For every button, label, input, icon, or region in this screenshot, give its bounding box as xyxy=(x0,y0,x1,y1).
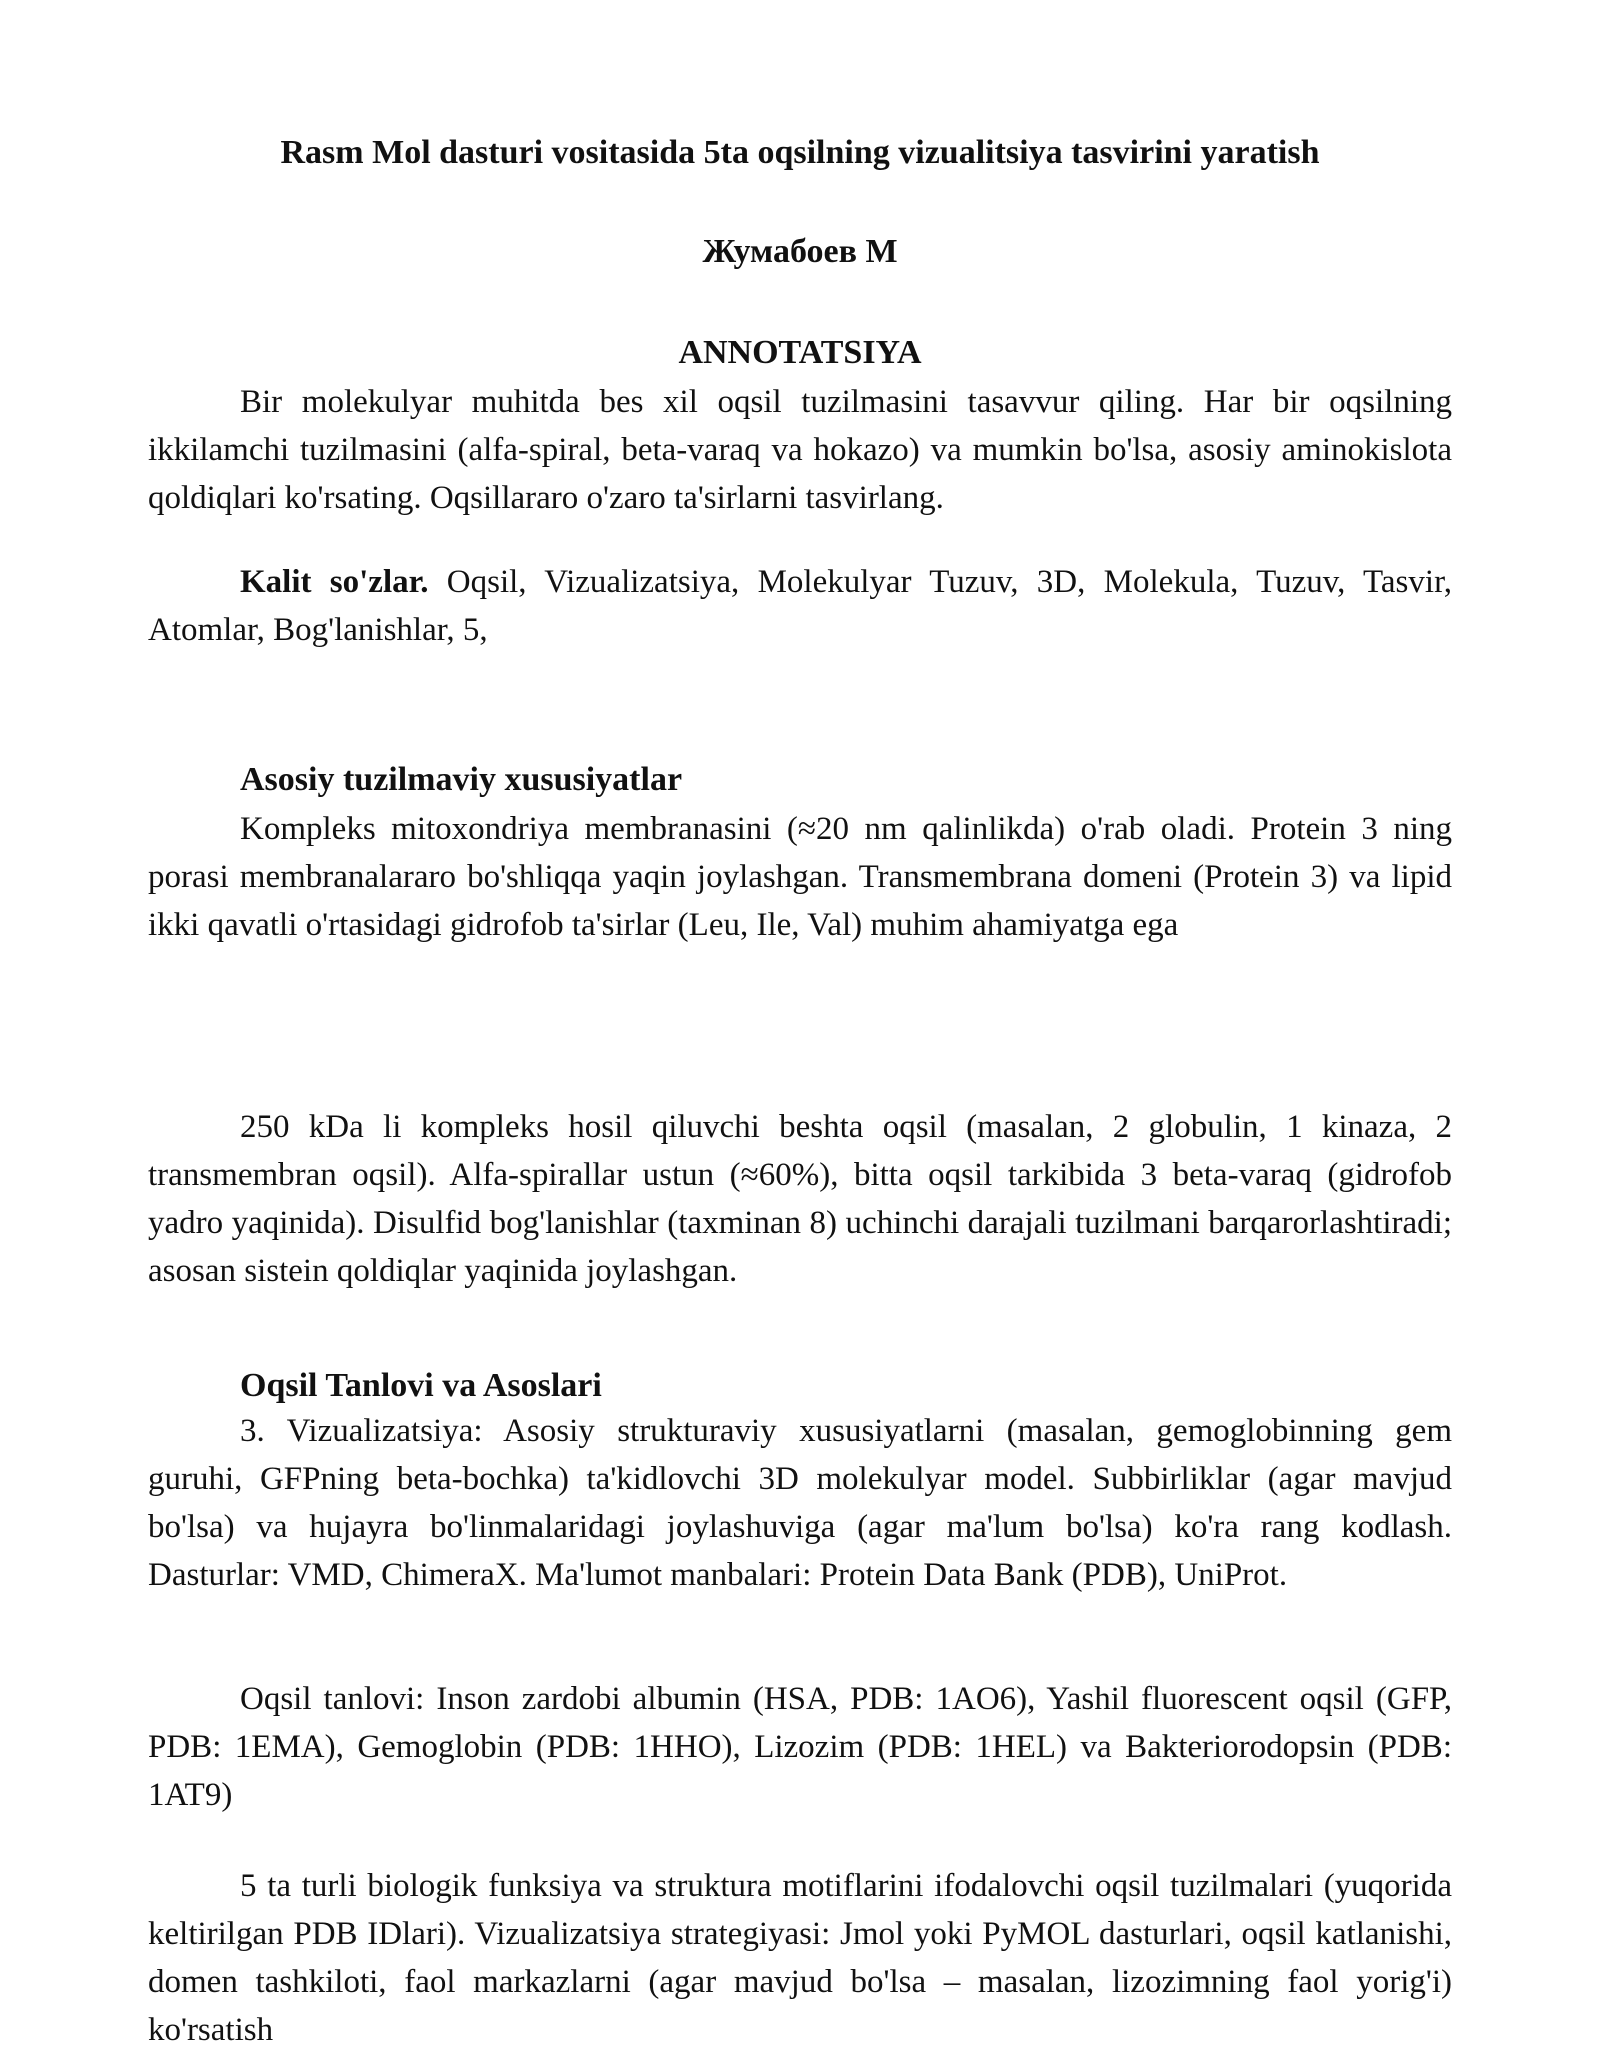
document-title: Rasm Mol dasturi vositasida 5ta oqsilning vizualitsiya tasvirini yaratish xyxy=(280,134,1320,171)
paragraph-complex: 250 kDa li kompleks hosil qiluvchi beshta oqsil (masalan, 2 globulin, 1 kinaza, 2 transmembran oqsil). Alfa-spirallar ustun (≈60%), bitta oqsil tarkibida 3 beta-varaq (gidrofob yadro yaqinida). Disulfid bog'lanishlar (taxminan 8) uchinchi darajali tuzilmani barqarorlashtiradi; asosan sistein qoldiqlar yaqinida joylashgan. xyxy=(148,1109,1452,1289)
paragraph-membrane: Kompleks mitoxondriya membranasini (≈20 nm qalinlikda) o'rab oladi. Protein 3 ning porasi membranalararo bo'shliqqa yaqin joylashgan. Transmembrana domeni (Protein 3) va lipid ikki qavatli o'rtasidagi gidrofob ta'sirlar (Leu, Ile, Val) muhim ahamiyatga ega xyxy=(148,811,1452,943)
paragraph-visualization: 3. Vizualizatsiya: Asosiy strukturaviy xususiyatlarni (masalan, gemoglobinning gem guruhi, GFPning beta-bochka) ta'kidlovchi 3D molekulyar model. Subbirliklar (agar mavjud bo'lsa) va hujayra bo'linmalaridagi joylashuviga (agar ma'lum bo'lsa) ko'ra rang kodlash. Dasturlar: VMD, ChimeraX. Ma'lumot manbalari: Protein Data Bank (PDB), UniProt. xyxy=(148,1413,1452,1593)
keywords-paragraph xyxy=(148,558,1452,654)
section-heading-protein-selection: Oqsil Tanlovi va Asoslari xyxy=(240,1367,602,1404)
keywords-label: Kalit so'zlar. xyxy=(240,564,429,600)
abstract-paragraph: Bir molekulyar muhitda bes xil oqsil tuzilmasini tasavvur qiling. Har bir oqsilning ikkilamchi tuzilmasini (alfa-spiral, beta-varaq va hokazo) va mumkin bo'lsa, asosiy aminokislota qoldiqlari ko'rsating. Oqsillararo o'zaro ta'sirlarni tasvirlang. xyxy=(148,384,1452,516)
abstract-heading: ANNOTATSIYA xyxy=(678,334,922,371)
keywords-text: Oqsil, Vizualizatsiya, Molekulyar Tuzuv, 3D, Molekula, Tuzuv, Tasvir, Atomlar, Bog'lanishlar, 5, xyxy=(148,564,1452,648)
paragraph-strategy: 5 ta turli biologik funksiya va struktura motiflarini ifodalovchi oqsil tuzilmalari (yuqorida keltirilgan PDB IDlari). Vizualizatsiya strategiyasi: Jmol yoki PyMOL dasturlari, oqsil katlanishi, domen tashkiloti, faol markazlarni (agar mavjud bo'lsa – masalan, lizozimning faol yorig'i) ko'rsatish xyxy=(148,1868,1452,2048)
section-heading-structural-features: Asosiy tuzilmaviy xususiyatlar xyxy=(240,761,683,798)
paragraph-protein-list: Oqsil tanlovi: Inson zardobi albumin (HSA, PDB: 1AO6), Yashil fluorescent oqsil (GFP, PDB: 1EMA), Gemoglobin (PDB: 1HHO), Lizozim (PDB: 1HEL) va Bakteriorodopsin (PDB: 1AT9) xyxy=(148,1681,1452,1813)
author-name: Жумабоев М xyxy=(702,233,898,270)
